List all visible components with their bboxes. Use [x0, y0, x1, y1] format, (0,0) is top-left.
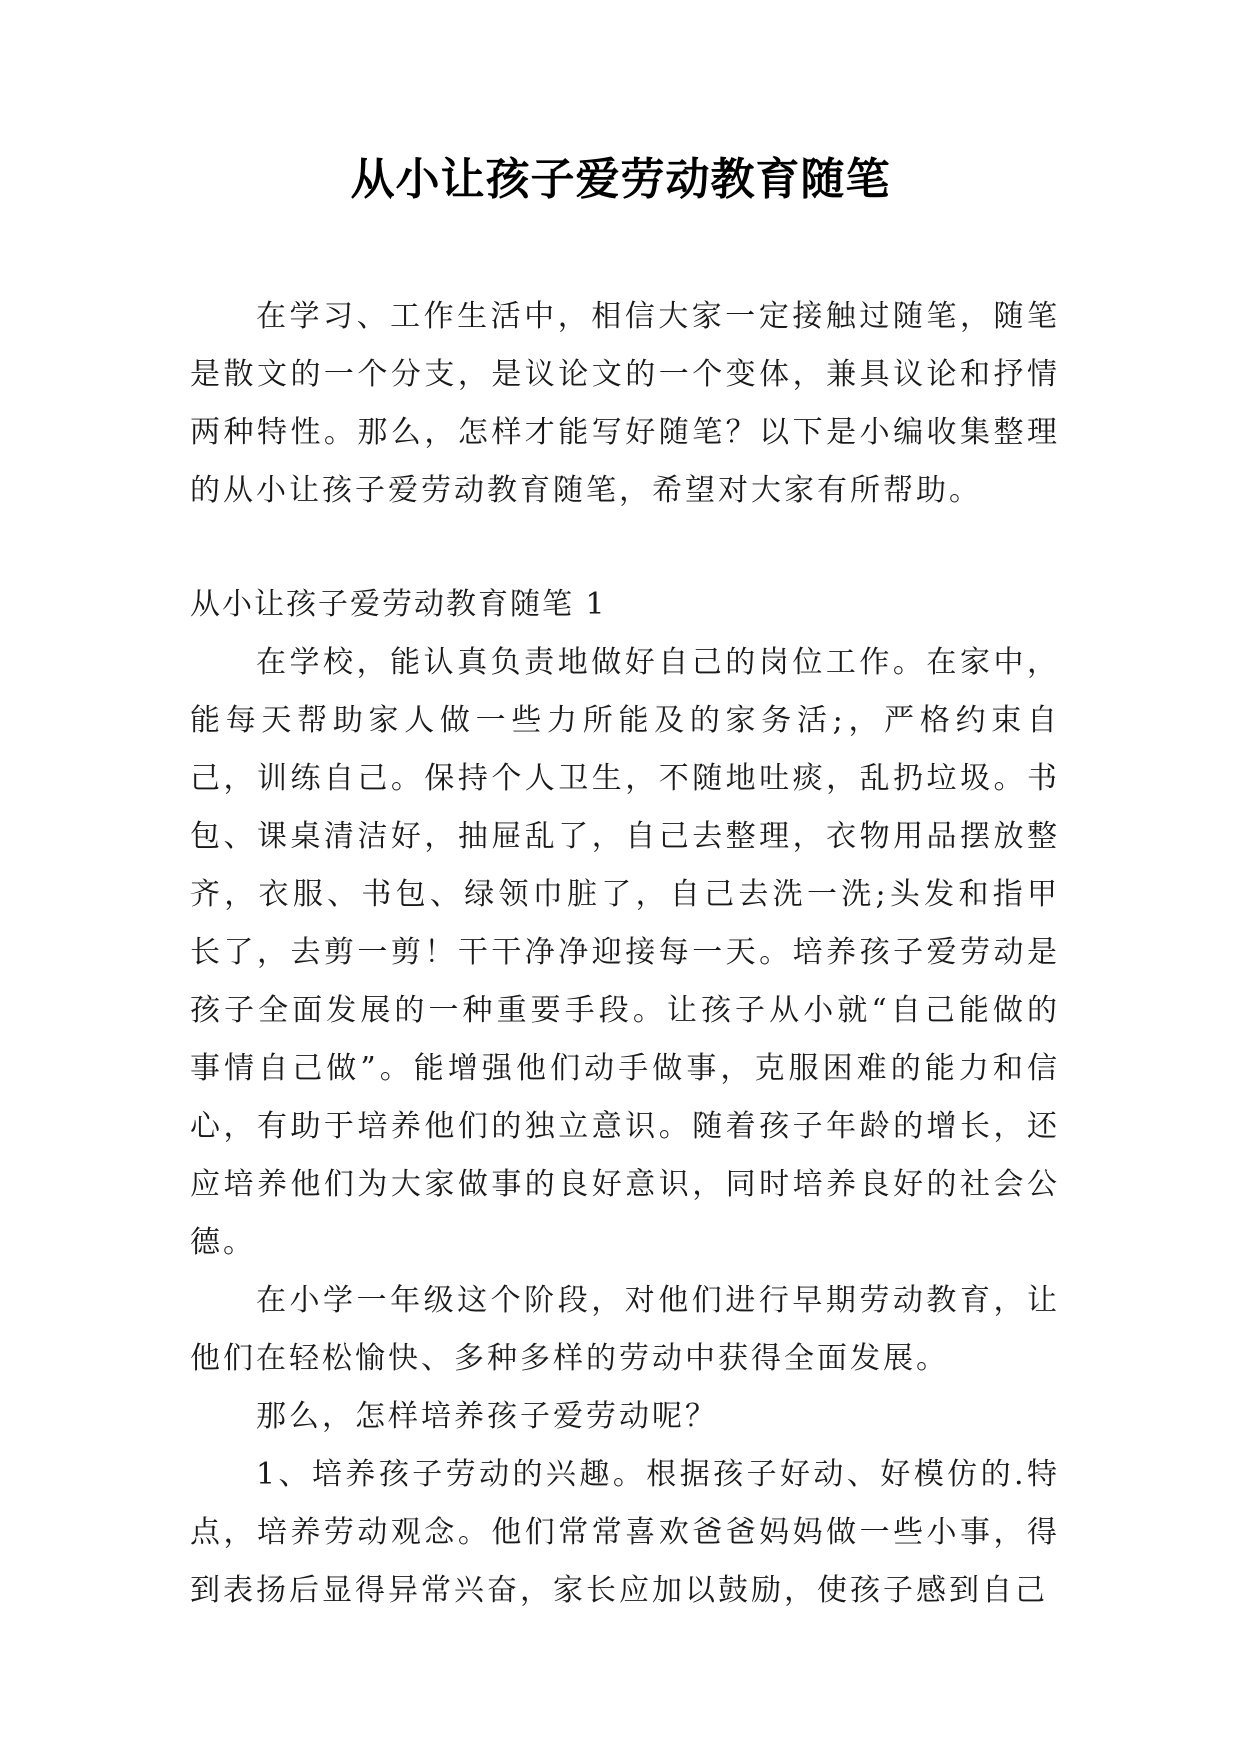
body-paragraph-4: 1、培养孩子劳动的兴趣。根据孩子好动、好模仿的.特点，培养劳动观念。他们常常喜欢爸爸妈妈做一些小事，得到表扬后显得异常兴奋，家长应加以鼓励，使孩子感到自己 [190, 1457, 1060, 1608]
intro-paragraph: 在学习、工作生活中，相信大家一定接触过随笔，随笔是散文的一个分支，是议论文的一个变体，兼具议论和抒情两种特性。那么，怎样才能写好随笔？以下是小编收集整理的从小让孩子爱劳动教育随笔，希望对大家有所帮助。 [190, 299, 1060, 508]
document-body [190, 288, 1060, 1620]
document-title: 从小让孩子爱劳动教育随笔 [350, 154, 891, 205]
body-paragraph-1: 在学校，能认真负责地做好自己的岗位工作。在家中，能每天帮助家人做一些力所能及的家务活;，严格约束自己，训练自己。保持个人卫生，不随地吐痰，乱扔垃圾。书包、课桌清洁好，抽屉乱了，自己去整理，衣物用品摆放整齐，衣服、书包、绿领巾脏了，自己去洗一洗;头发和指甲长了，去剪一剪！干干净净迎接每一天。培养孩子爱劳动是孩子全面发展的一种重要手段。让孩子从小就“自己能做的事情自己做”。能增强他们动手做事，克服困难的能力和信心，有助于培养他们的独立意识。随着孩子年龄的增长，还应培养他们为大家做事的良好意识，同时培养良好的社会公德。 [190, 645, 1060, 1260]
section-heading: 从小让孩子爱劳动教育随笔 1 [190, 587, 607, 622]
body-paragraph-3: 那么，怎样培养孩子爱劳动呢？ [256, 1399, 718, 1434]
body-paragraph-2: 在小学一年级这个阶段，对他们进行早期劳动教育，让他们在轻松愉快、多种多样的劳动中获得全面发展。 [190, 1283, 1060, 1376]
